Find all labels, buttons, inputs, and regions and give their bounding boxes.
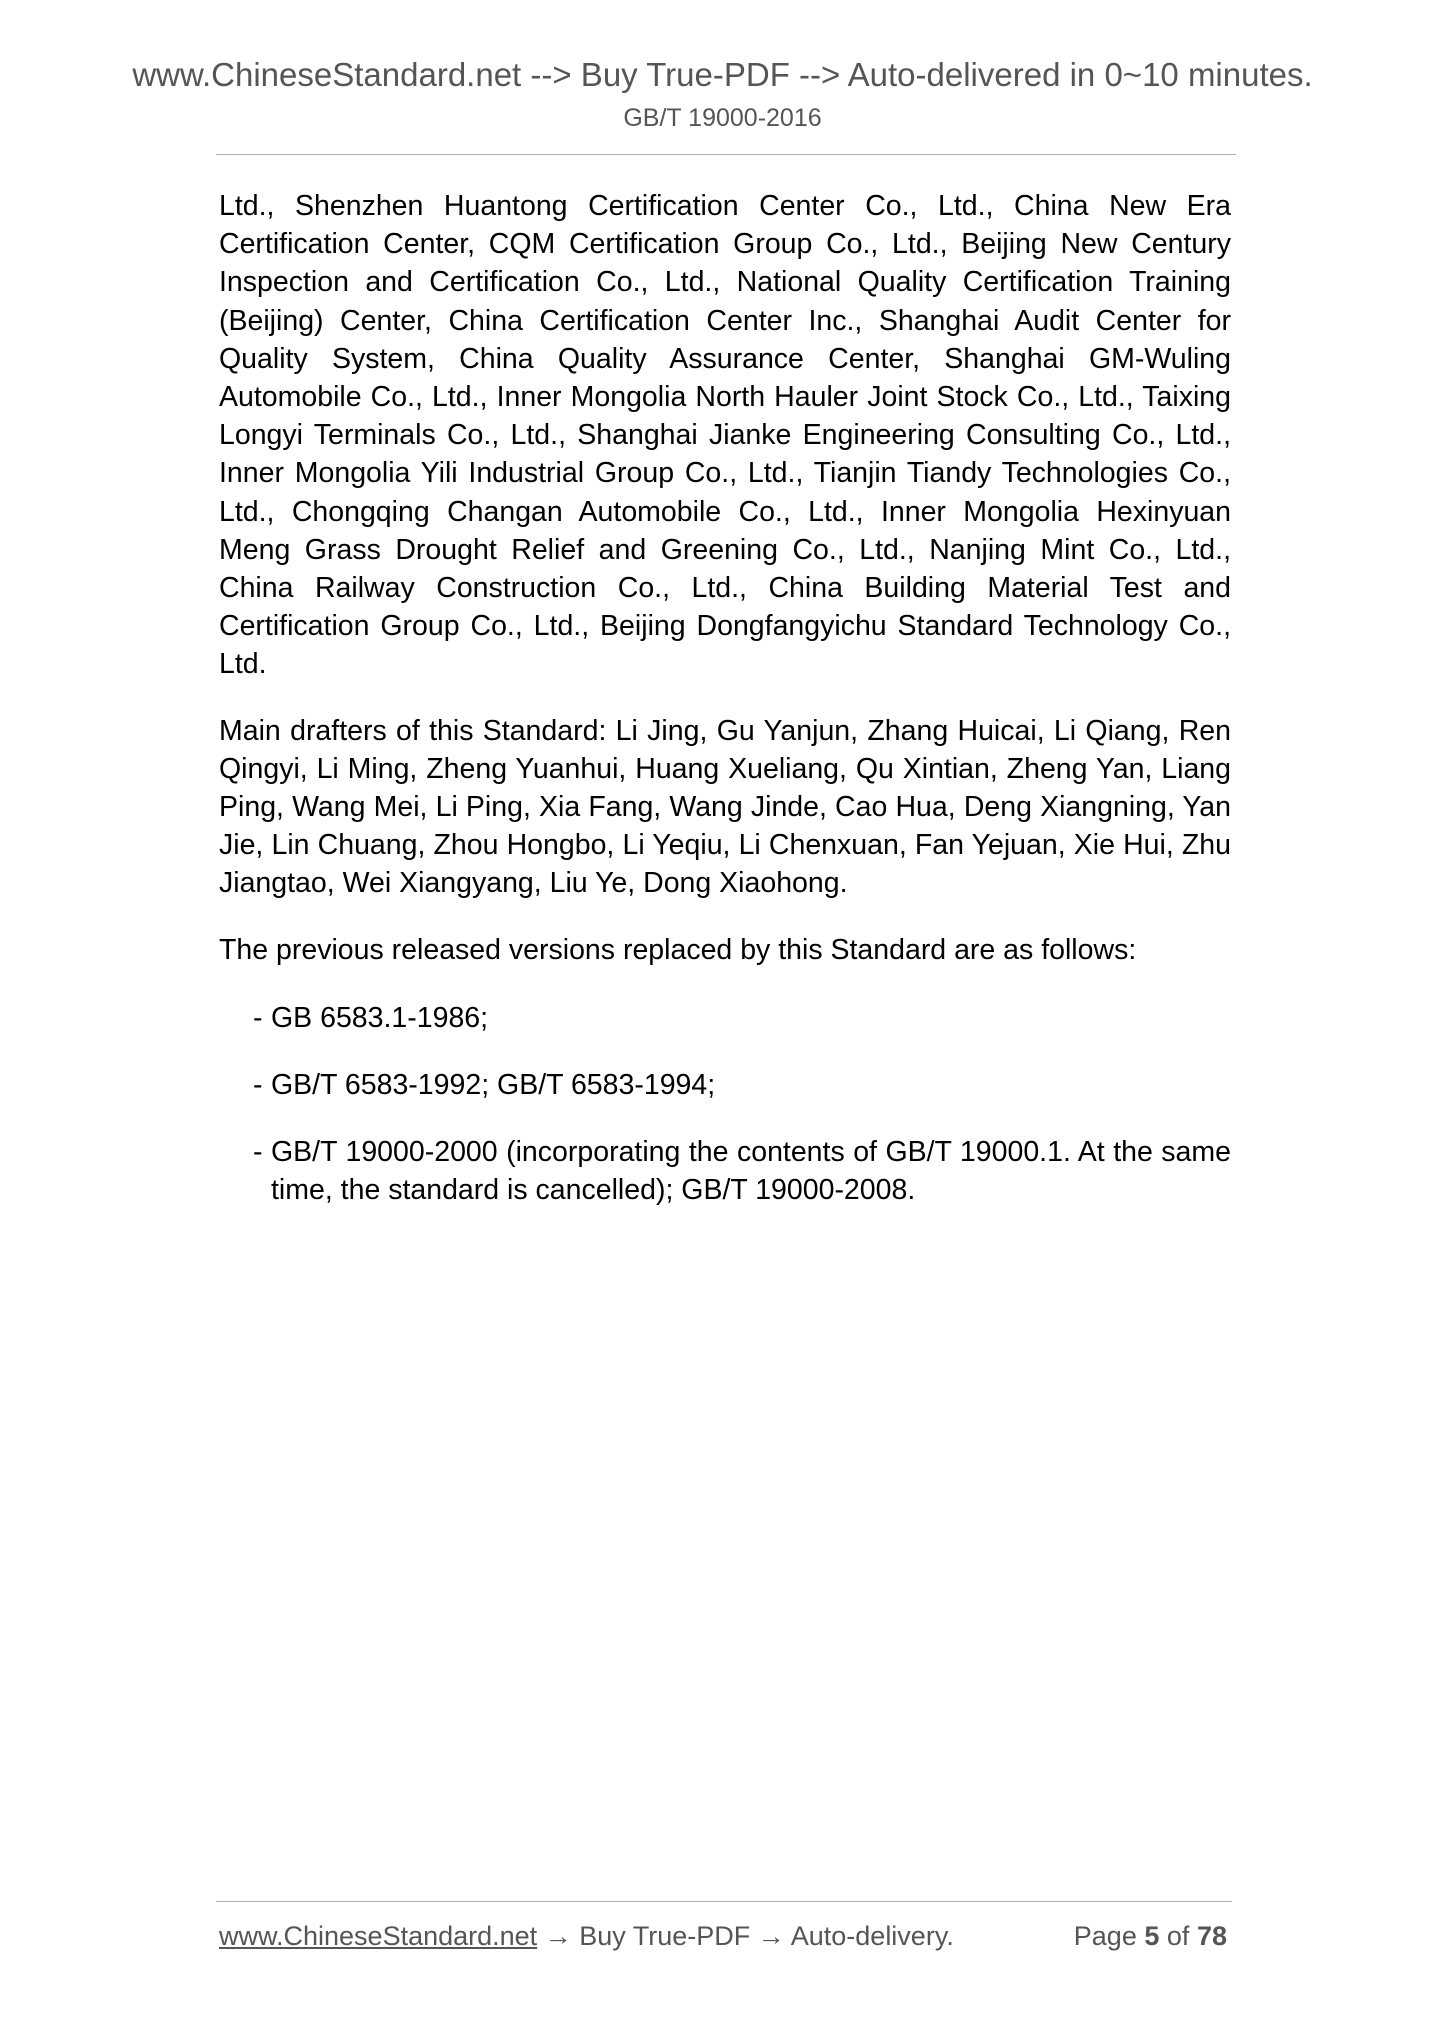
total-pages: 78 bbox=[1196, 1921, 1227, 1951]
list-dash: - bbox=[253, 1136, 263, 1169]
list-item bbox=[219, 1133, 1231, 1209]
footer-divider bbox=[216, 1901, 1232, 1902]
previous-versions-intro: The previous released versions replaced by this Standard are as follows: bbox=[219, 933, 1137, 966]
footer-promo bbox=[219, 1921, 954, 1952]
drafters-paragraph: Main drafters of this Standard: Li Jing, Gu Yanjun, Zhang Huicai, Li Qiang, Ren Qingyi, Li Ming, Zheng Yuanhui, Huang Xueliang, Qu Xintian, Zheng Yan, Liang Ping, Wang Mei, Li Ping, Xia Fang, Wang Jinde, Cao Hua, Deng Xiangning, Yan Jie, Lin Chuang, Zhou Hongbo, Li Yeqiu, Li Chenxuan, Fan Yejuan, Xie Hui, Zhu Jiangtao, Wei Xiangyang, Liu Ye, Dong Xiaohong. bbox=[219, 714, 1231, 900]
list-dash: - bbox=[253, 1069, 263, 1102]
list-item-text: GB/T 6583-1992; GB/T 6583-1994; bbox=[271, 1069, 716, 1102]
header-divider bbox=[216, 154, 1236, 155]
page-label: Page bbox=[1073, 1921, 1137, 1951]
footer-promo-text: → Buy True-PDF → Auto-delivery. bbox=[537, 1921, 954, 1951]
list-item-text: GB/T 19000-2000 (incorporating the contents of GB/T 19000.1. At the same time, the standard is cancelled); GB/T 19000-2008. bbox=[271, 1136, 1231, 1207]
document-body bbox=[219, 187, 1231, 1210]
previous-versions-list bbox=[219, 999, 1231, 1210]
of-label: of bbox=[1166, 1921, 1190, 1951]
list-dash: - bbox=[253, 1001, 263, 1034]
header-banner: www.ChineseStandard.net --> Buy True-PDF --> Auto-delivered in 0~10 minutes. bbox=[132, 56, 1313, 93]
document-code: GB/T 19000-2016 bbox=[623, 104, 822, 132]
website-link[interactable]: www.ChineseStandard.net bbox=[219, 1921, 538, 1951]
list-item bbox=[219, 1066, 1231, 1104]
organizations-paragraph: Ltd., Shenzhen Huantong Certification Center Co., Ltd., China New Era Certification Center, CQM Certification Group Co., Ltd., Beijing New Century Inspection and Certification Co., Ltd., National Quality Certification Training (Beijing) Center, China Certification Center Inc., Shanghai Audit Center for Quality System, China Quality Assurance Center, Shanghai GM-Wuling Automobile Co., Ltd., Inner Mongolia North Hauler Joint Stock Co., Ltd., Taixing Longyi Terminals Co., Ltd., Shanghai Jianke Engineering Consulting Co., Ltd., Inner Mongolia Yili Industrial Group Co., Ltd., Tianjin Tiandy Technologies Co., Ltd., Chongqing Changan Automobile Co., Ltd., Inner Mongolia Hexinyuan Meng Grass Drought Relief and Greening Co., Ltd., Nanjing Mint Co., Ltd., China Railway Construction Co., Ltd., China Building Material Test and Certification Group Co., Ltd., Beijing Dongfangyichu Standard Technology Co., Ltd. bbox=[219, 190, 1231, 681]
list-item bbox=[219, 999, 1231, 1037]
current-page-number: 5 bbox=[1144, 1921, 1160, 1951]
page-indicator bbox=[1074, 1921, 1227, 1952]
list-item-text: GB 6583.1-1986; bbox=[271, 1001, 489, 1034]
